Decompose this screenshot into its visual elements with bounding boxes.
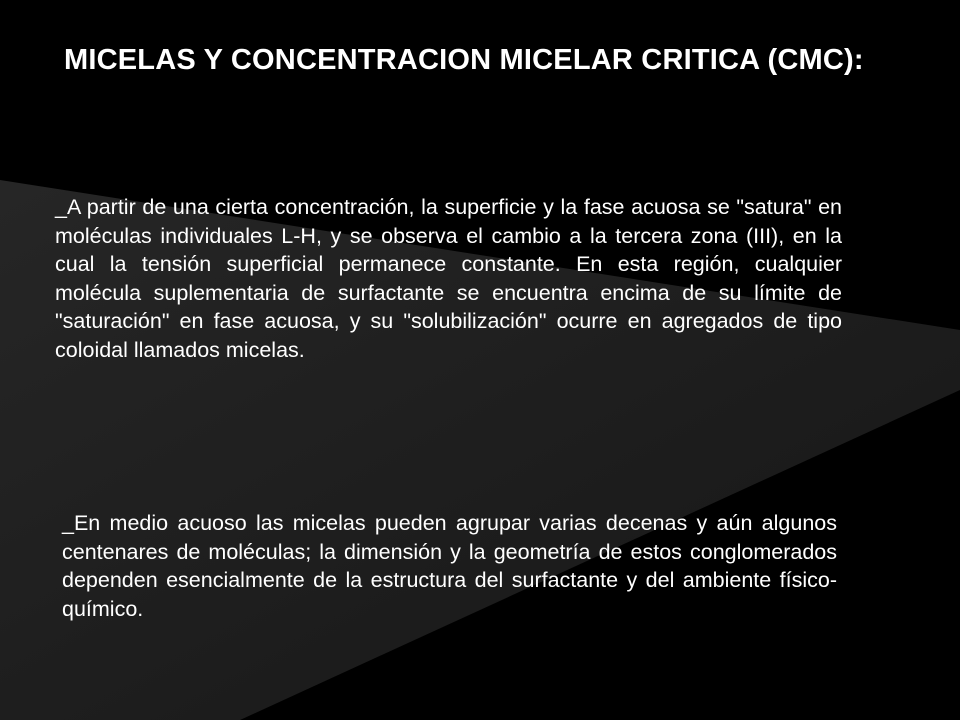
- slide-title: MICELAS Y CONCENTRACION MICELAR CRITICA (CMC):: [64, 44, 864, 76]
- paragraph-cmc-description: _A partir de una cierta concentración, la superficie y la fase acuosa se "satura" en moléculas individuales L-H, y se observa el cambio a la tercera zona (III), en la cual la tensión superficial permanece constante. En esta región, cualquier molécula suplementaria de surfactante se encuentra encima de su límite de "saturación" en fase acuosa, y su "solubilización" ocurre en agregados de tipo coloidal llamados micelas.: [55, 195, 842, 362]
- paragraph-micelle-aggregation: _En medio acuoso las micelas pueden agrupar varias decenas y aún algunos centenares de moléculas; la dimensión y la geometría de estos conglomerados dependen esencialmente de la estructura del surfactante y del ambiente físico-químico.: [62, 511, 837, 621]
